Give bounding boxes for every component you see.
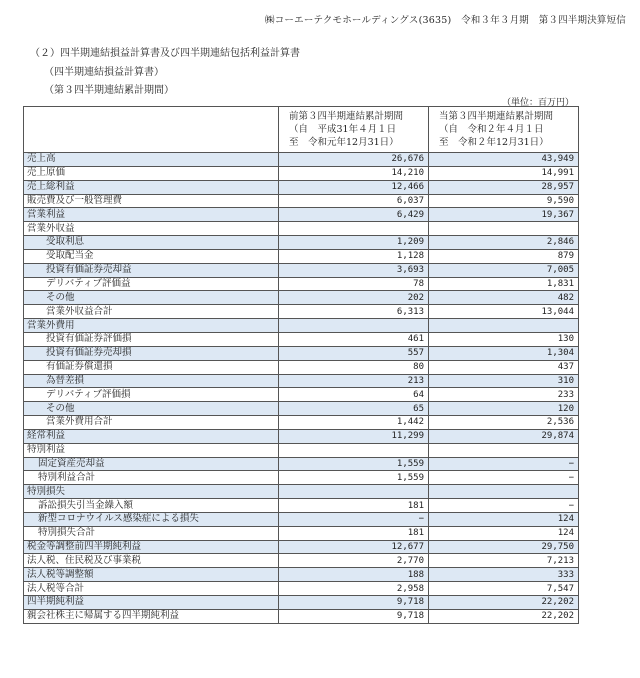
row-label: 投資有価証券売却益 xyxy=(24,263,279,277)
curr-value xyxy=(429,443,579,457)
prev-value xyxy=(279,222,429,236)
unit-label: （単位：百万円） xyxy=(501,98,574,108)
row-label: 売上総利益 xyxy=(24,180,279,194)
row-label: 特別損失 xyxy=(24,485,279,499)
prev-value: 2,958 xyxy=(279,582,429,596)
curr-value xyxy=(429,485,579,499)
row-label: 販売費及び一般管理費 xyxy=(24,194,279,208)
row-label: 特別利益合計 xyxy=(24,471,279,485)
statement-subtitle: （四半期連結損益計算書） xyxy=(44,67,164,78)
prev-value: 78 xyxy=(279,277,429,291)
curr-value xyxy=(429,319,579,333)
curr-value: 879 xyxy=(429,249,579,263)
label-column-header xyxy=(24,107,279,153)
income-statement-table xyxy=(23,106,579,624)
table-row xyxy=(24,346,579,360)
curr-value: − xyxy=(429,457,579,471)
prev-value: 1,128 xyxy=(279,249,429,263)
table-row xyxy=(24,402,579,416)
prev-period-line1: 前第３四半期連結累計期間 xyxy=(289,111,404,122)
table-row xyxy=(24,277,579,291)
table-row xyxy=(24,291,579,305)
row-label: 四半期純利益 xyxy=(24,596,279,610)
curr-value: 22,202 xyxy=(429,609,579,623)
table-row xyxy=(24,499,579,513)
row-label: 営業外費用合計 xyxy=(24,416,279,430)
row-label: 特別利益 xyxy=(24,443,279,457)
row-label: 税金等調整前四半期純利益 xyxy=(24,540,279,554)
period-subtitle: （第３四半期連結累計期間） xyxy=(44,85,174,96)
row-label: デリバティブ評価損 xyxy=(24,388,279,402)
prev-value: 181 xyxy=(279,499,429,513)
curr-value: 22,202 xyxy=(429,596,579,610)
table-row xyxy=(24,485,579,499)
prev-value: 9,718 xyxy=(279,596,429,610)
table-row xyxy=(24,305,579,319)
table-row xyxy=(24,236,579,250)
prev-value: 557 xyxy=(279,346,429,360)
table-row xyxy=(24,526,579,540)
prev-value: 3,693 xyxy=(279,263,429,277)
row-label: 新型コロナウイルス感染症による損失 xyxy=(24,512,279,526)
curr-value: 124 xyxy=(429,512,579,526)
prev-value xyxy=(279,443,429,457)
row-label: 有価証券償還損 xyxy=(24,360,279,374)
prev-value: 9,718 xyxy=(279,609,429,623)
prev-value: 14,210 xyxy=(279,166,429,180)
curr-value: − xyxy=(429,471,579,485)
prev-value: 461 xyxy=(279,332,429,346)
row-label: 売上高 xyxy=(24,153,279,167)
prev-value: 213 xyxy=(279,374,429,388)
table-row xyxy=(24,374,579,388)
curr-value: 310 xyxy=(429,374,579,388)
prev-value: 6,313 xyxy=(279,305,429,319)
prev-value: 6,037 xyxy=(279,194,429,208)
curr-value: 482 xyxy=(429,291,579,305)
prev-value: 188 xyxy=(279,568,429,582)
prev-value: 26,676 xyxy=(279,153,429,167)
curr-value: 2,846 xyxy=(429,236,579,250)
prev-value: 1,559 xyxy=(279,471,429,485)
row-label: 売上原価 xyxy=(24,166,279,180)
table-row xyxy=(24,208,579,222)
table-row xyxy=(24,596,579,610)
prev-value xyxy=(279,485,429,499)
table-row xyxy=(24,540,579,554)
curr-value: 13,044 xyxy=(429,305,579,319)
table-row xyxy=(24,166,579,180)
prev-value: 12,677 xyxy=(279,540,429,554)
curr-value: 28,957 xyxy=(429,180,579,194)
row-label: その他 xyxy=(24,402,279,416)
curr-period-line2: （自 令和２年４月１日 xyxy=(439,124,544,135)
row-label: 法人税等調整額 xyxy=(24,568,279,582)
table-row xyxy=(24,429,579,443)
prev-period-line3: 至 令和元年12月31日） xyxy=(289,137,399,148)
curr-value xyxy=(429,222,579,236)
row-label: 営業利益 xyxy=(24,208,279,222)
curr-period-line3: 至 令和２年12月31日） xyxy=(439,137,549,148)
prev-value: 6,429 xyxy=(279,208,429,222)
row-label: 為替差損 xyxy=(24,374,279,388)
table-header-row xyxy=(24,107,579,153)
row-label: 法人税等合計 xyxy=(24,582,279,596)
table-row xyxy=(24,222,579,236)
prev-value: − xyxy=(279,512,429,526)
curr-value: − xyxy=(429,499,579,513)
document-header: ㈱コーエーテクモホールディングス(3635) 令和３年３月期 第３四半期決算短信 xyxy=(265,15,626,26)
prev-value: 80 xyxy=(279,360,429,374)
row-label: 営業外費用 xyxy=(24,319,279,333)
table-row xyxy=(24,194,579,208)
curr-value: 29,750 xyxy=(429,540,579,554)
curr-value: 19,367 xyxy=(429,208,579,222)
curr-value: 233 xyxy=(429,388,579,402)
prev-value: 202 xyxy=(279,291,429,305)
curr-value: 120 xyxy=(429,402,579,416)
curr-value: 7,005 xyxy=(429,263,579,277)
curr-value: 130 xyxy=(429,332,579,346)
row-label: 法人税、住民税及び事業税 xyxy=(24,554,279,568)
row-label: 経常利益 xyxy=(24,429,279,443)
row-label: 受取配当金 xyxy=(24,249,279,263)
prev-value: 64 xyxy=(279,388,429,402)
table-row xyxy=(24,153,579,167)
table-row xyxy=(24,360,579,374)
curr-value: 43,949 xyxy=(429,153,579,167)
table-row xyxy=(24,609,579,623)
curr-period-header xyxy=(429,107,579,153)
row-label: 訴訟損失引当金繰入額 xyxy=(24,499,279,513)
prev-period-header xyxy=(279,107,429,153)
table-row xyxy=(24,471,579,485)
table-row xyxy=(24,512,579,526)
prev-value: 1,559 xyxy=(279,457,429,471)
curr-period-line1: 当第３四半期連結累計期間 xyxy=(439,111,554,122)
prev-value: 181 xyxy=(279,526,429,540)
curr-value: 14,991 xyxy=(429,166,579,180)
row-label: その他 xyxy=(24,291,279,305)
prev-value: 65 xyxy=(279,402,429,416)
table-row xyxy=(24,388,579,402)
table-row xyxy=(24,180,579,194)
curr-value: 1,831 xyxy=(429,277,579,291)
table-row xyxy=(24,554,579,568)
prev-value xyxy=(279,319,429,333)
table-row xyxy=(24,582,579,596)
prev-value: 11,299 xyxy=(279,429,429,443)
prev-period-line2: （自 平成31年４月１日 xyxy=(289,124,397,135)
curr-value: 9,590 xyxy=(429,194,579,208)
row-label: 特別損失合計 xyxy=(24,526,279,540)
row-label: 固定資産売却益 xyxy=(24,457,279,471)
row-label: 営業外収益 xyxy=(24,222,279,236)
prev-value: 1,209 xyxy=(279,236,429,250)
table-row xyxy=(24,249,579,263)
curr-value: 1,304 xyxy=(429,346,579,360)
prev-value: 12,466 xyxy=(279,180,429,194)
prev-value: 2,770 xyxy=(279,554,429,568)
row-label: 投資有価証券売却損 xyxy=(24,346,279,360)
row-label: デリバティブ評価益 xyxy=(24,277,279,291)
table-row xyxy=(24,416,579,430)
table-row xyxy=(24,443,579,457)
curr-value: 29,874 xyxy=(429,429,579,443)
curr-value: 124 xyxy=(429,526,579,540)
curr-value: 7,213 xyxy=(429,554,579,568)
prev-value: 1,442 xyxy=(279,416,429,430)
row-label: 投資有価証券評価損 xyxy=(24,332,279,346)
curr-value: 2,536 xyxy=(429,416,579,430)
row-label: 親会社株主に帰属する四半期純利益 xyxy=(24,609,279,623)
table-row xyxy=(24,457,579,471)
table-row xyxy=(24,263,579,277)
table-row xyxy=(24,568,579,582)
curr-value: 333 xyxy=(429,568,579,582)
row-label: 営業外収益合計 xyxy=(24,305,279,319)
curr-value: 437 xyxy=(429,360,579,374)
row-label: 受取利息 xyxy=(24,236,279,250)
section-title: （２）四半期連結損益計算書及び四半期連結包括利益計算書 xyxy=(30,48,300,59)
curr-value: 7,547 xyxy=(429,582,579,596)
table-row xyxy=(24,319,579,333)
table-row xyxy=(24,332,579,346)
